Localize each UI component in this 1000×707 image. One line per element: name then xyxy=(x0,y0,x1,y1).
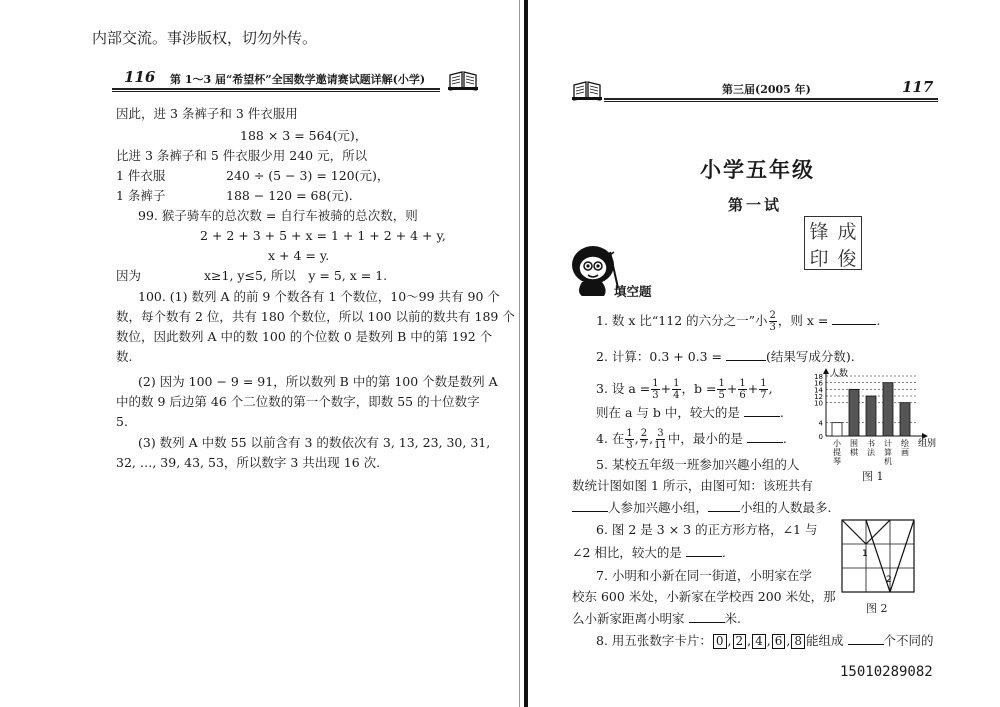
question-8: 8. 用五张数字卡片： 0 , 2 , 4 , 6 , 8 能组成 个不同的 xyxy=(596,630,934,651)
question-6-line-1: 6. 图 2 是 3 × 3 的正方形方格，∠1 与 xyxy=(596,522,818,537)
q3-plus-2: + xyxy=(726,381,738,396)
page-title: 小学五年级 xyxy=(700,157,815,182)
q7-text-b: 米. xyxy=(724,611,741,626)
q3-f1-den: 3 xyxy=(652,390,659,401)
q5-answer-blank-2[interactable] xyxy=(708,497,740,512)
q4-sep-1: , xyxy=(634,431,639,446)
q3-f2-den: 4 xyxy=(673,390,680,401)
page-spine-shadow xyxy=(519,0,520,707)
q1-text-a: 1. 数 x 比“112 的六分之一”小 xyxy=(596,313,768,328)
left-line-2: 188 × 3 = 564(元)， xyxy=(240,128,368,143)
left-line-5: 240 ÷ (5 − 3) = 120(元)， xyxy=(226,168,390,183)
q3-text-b: ，b = xyxy=(681,381,717,396)
chart-bar-2 xyxy=(849,389,859,436)
q1-text-b: ，则 x = xyxy=(777,313,829,328)
chart-xlabel: 组别 xyxy=(918,439,937,449)
section-subtitle: 第一试 xyxy=(728,196,783,214)
q3-f2-num: 1 xyxy=(673,378,680,389)
left-line-9: 2 + 2 + 3 + 5 + x = 1 + 1 + 2 + 4 + y, xyxy=(200,228,446,243)
q3-f5-den: 7 xyxy=(760,390,767,401)
q8-text-b: 能组成 xyxy=(806,633,844,648)
left-line-3: 比进 3 条裤子和 5 件衣服少用 240 元，所以 xyxy=(116,148,368,163)
q8-answer-blank[interactable] xyxy=(848,630,884,645)
figure-2-grid-diagram xyxy=(840,518,916,594)
left-header-rule xyxy=(112,88,440,90)
q3-f4-den: 6 xyxy=(739,390,746,401)
right-header-title: 第三届(2005 年) xyxy=(722,83,811,96)
q3-plus-1: + xyxy=(660,381,672,396)
chart-bar-4 xyxy=(883,383,893,436)
book-icon xyxy=(448,69,478,91)
chart-bar-3 xyxy=(866,396,876,436)
q4-f1-den: 3 xyxy=(626,440,633,451)
q4-frac-1 xyxy=(625,428,633,451)
q6-end: . xyxy=(721,545,726,560)
question-7-line-3 xyxy=(572,608,741,629)
left-line-17: (2) 因为 100 − 9 = 91，所以数列 B 中的第 100 个数是数列 A xyxy=(138,374,498,389)
figure-2-caption: 图 2 xyxy=(866,602,888,615)
q8-text-c: 个不同的 xyxy=(883,633,934,648)
q3-f4-num: 1 xyxy=(739,378,746,389)
left-header-title: 第 1～3 届“希望杯”全国数学邀请赛试题详解(小学) xyxy=(170,73,426,86)
q3-f3-num: 1 xyxy=(718,378,725,389)
chart-y-arrow xyxy=(823,368,829,374)
stamp-char-1: 锋 xyxy=(809,221,829,243)
question-7-line-2: 校东 600 米处，小新家在学校西 200 米处，那 xyxy=(572,589,836,604)
left-line-8: 99. 猴子骑车的总次数 = 自行车被骑的总次数，则 xyxy=(138,208,418,223)
q3-end: . xyxy=(779,405,784,420)
q3-frac-4 xyxy=(738,378,746,401)
stamp-char-4: 俊 xyxy=(837,248,857,270)
chart-ytick-10: 10 xyxy=(814,399,823,408)
stamp-char-3: 印 xyxy=(809,248,829,270)
q3-frac-2 xyxy=(672,378,680,401)
left-line-13: 100. (1) 数列 A 的前 9 个数各有 1 个数位，10～99 共有 90 个 xyxy=(138,289,500,304)
q6-text-a: ∠2 相比，较大的是 xyxy=(572,545,682,560)
watermark-text: 内部交流。事涉版权，切勿外传。 xyxy=(92,29,318,47)
section-label: 填空题 xyxy=(614,284,652,299)
right-header-rule xyxy=(604,98,938,100)
chart-category-2: 围棋 xyxy=(850,439,858,457)
q4-f3-den: 11 xyxy=(654,440,667,451)
q4-f1-num: 1 xyxy=(626,428,633,439)
q1-end: . xyxy=(876,313,881,328)
question-5-line-3 xyxy=(572,497,832,518)
left-line-7: 188 − 120 = 68(元). xyxy=(226,188,353,203)
chart-category-1: 小提琴 xyxy=(833,439,841,466)
digit-card-8: 8 xyxy=(791,634,805,649)
q4-text-b: 中，最小的是 xyxy=(667,431,743,446)
q4-text-a: 4. 在 xyxy=(596,431,625,446)
page-spine xyxy=(524,0,528,707)
chart-ytick-16: 16 xyxy=(814,379,823,388)
chart-bar-5 xyxy=(900,403,910,436)
chart-category-3: 书法 xyxy=(867,439,875,457)
q7-answer-blank[interactable] xyxy=(689,608,725,623)
digit-card-4: 4 xyxy=(752,634,766,649)
figure-1-caption: 图 1 xyxy=(862,470,884,483)
q5-text-b: 小组的人数最多. xyxy=(740,500,832,515)
right-header-rule-thin xyxy=(604,101,938,102)
q2-text-b: (结果写成分数). xyxy=(766,349,855,364)
q3-text-a: 3. 设 a = xyxy=(596,381,651,396)
chart-ytick-12: 12 xyxy=(814,393,823,401)
left-line-4: 1 件衣服 xyxy=(116,168,166,183)
q4-frac-3 xyxy=(654,428,667,451)
q5-text-a: 人参加兴趣小组， xyxy=(608,500,709,515)
q7-text-a: 么小新家距离小明家 xyxy=(572,611,685,626)
q8-text-a: 8. 用五张数字卡片： xyxy=(596,633,712,648)
question-3 xyxy=(596,378,773,401)
chart-ytick-18: 18 xyxy=(814,373,823,381)
question-5-line-1: 5. 某校五年级一班参加兴趣小组的人 xyxy=(596,457,800,472)
left-line-19: 5. xyxy=(116,414,128,429)
chart-ytick-0: 0 xyxy=(818,433,823,441)
left-line-16: 数. xyxy=(116,349,133,364)
digit-card-6: 6 xyxy=(772,634,786,649)
chart-category-5: 绘画 xyxy=(901,439,909,457)
right-page-number: 117 xyxy=(902,78,934,96)
q2-text-a: 2. 计算：0.3 + 0.3 = xyxy=(596,349,723,364)
angle-1-label: 1 xyxy=(862,549,868,559)
q1-frac-num: 2 xyxy=(769,310,776,321)
chart-ytick-14: 14 xyxy=(814,386,823,395)
digit-card-0: 0 xyxy=(713,634,727,649)
question-3-line-2 xyxy=(596,402,784,423)
q3-frac-1 xyxy=(651,378,659,401)
left-line-1: 因此，进 3 条裤子和 3 件衣服用 xyxy=(116,106,298,121)
left-line-6: 1 条裤子 xyxy=(116,188,166,203)
left-line-18: 中的数 9 后边第 46 个二位数的第一个数字，即数 55 的十位数字 xyxy=(116,394,480,409)
q4-sep-2: , xyxy=(649,431,654,446)
question-7-line-1: 7. 小明和小新在同一街道，小明家在学 xyxy=(596,568,812,583)
q3-answer-blank[interactable] xyxy=(744,402,780,417)
angle-2-label: 2 xyxy=(886,575,892,585)
chart-category-4: 计算机 xyxy=(884,439,892,466)
left-line-21: 32, …, 39, 43, 53，所以数字 3 共出现 16 次. xyxy=(116,455,381,470)
phone-number: 15010289082 xyxy=(840,664,933,680)
q3-plus-3: + xyxy=(747,381,759,396)
q3-f1-num: 1 xyxy=(652,378,659,389)
chart-ylabel: 人数 xyxy=(830,369,849,379)
stamp-char-2: 成 xyxy=(837,221,857,243)
question-5-line-2: 数统计图如图 1 所示，由图可知：该班共有 xyxy=(572,478,813,493)
q3-f3-den: 5 xyxy=(718,390,725,401)
q4-f3-num: 3 xyxy=(657,428,664,439)
left-line-10: x + 4 = y. xyxy=(268,248,330,263)
q4-f2-den: 7 xyxy=(640,440,648,451)
left-header-rule-thin xyxy=(112,91,440,92)
question-4 xyxy=(596,428,787,451)
q2-answer-blank[interactable] xyxy=(726,346,766,361)
left-line-15: 数位，因此数列 A 中的数 100 的个位数 0 是数列 B 中的第 192 个 xyxy=(116,329,493,344)
q4-answer-blank[interactable] xyxy=(747,428,783,443)
q6-answer-blank[interactable] xyxy=(686,542,722,557)
question-1 xyxy=(596,310,880,333)
question-2 xyxy=(596,346,855,367)
left-line-14: 数，每个数有 2 位，共有 180 个数位，所以 100 以前的数共有 189 个 xyxy=(116,309,515,324)
q4-f2-num: 2 xyxy=(640,428,648,439)
q3-text-c: , xyxy=(768,381,773,396)
left-line-20: (3) 数列 A 中数 55 以前含有 3 的数依次有 3, 13, 23, 30, 31, xyxy=(138,435,491,450)
q1-frac-den: 3 xyxy=(769,322,776,333)
left-line-12: x≥1, y≤5, 所以 y = 5, x = 1. xyxy=(204,268,388,283)
left-line-11: 因为 xyxy=(116,268,142,283)
q5-answer-blank-1[interactable] xyxy=(572,497,608,512)
chart-ytick-4: 4 xyxy=(818,419,823,428)
question-6-line-2 xyxy=(572,542,726,563)
book-icon-right xyxy=(572,79,602,101)
q3-frac-5 xyxy=(759,378,767,401)
q3-f5-num: 1 xyxy=(760,378,767,389)
chart-bar-1 xyxy=(832,423,842,436)
q1-answer-blank[interactable] xyxy=(832,310,876,325)
q3-frac-3 xyxy=(717,378,725,401)
q1-fraction xyxy=(769,310,777,333)
q3-line2-text: 则在 a 与 b 中，较大的是 xyxy=(596,405,740,420)
digit-card-2: 2 xyxy=(733,634,747,649)
left-page-number: 116 xyxy=(124,68,156,86)
seal-stamp xyxy=(804,216,862,270)
q4-frac-2 xyxy=(640,428,648,451)
q4-end: . xyxy=(782,431,787,446)
